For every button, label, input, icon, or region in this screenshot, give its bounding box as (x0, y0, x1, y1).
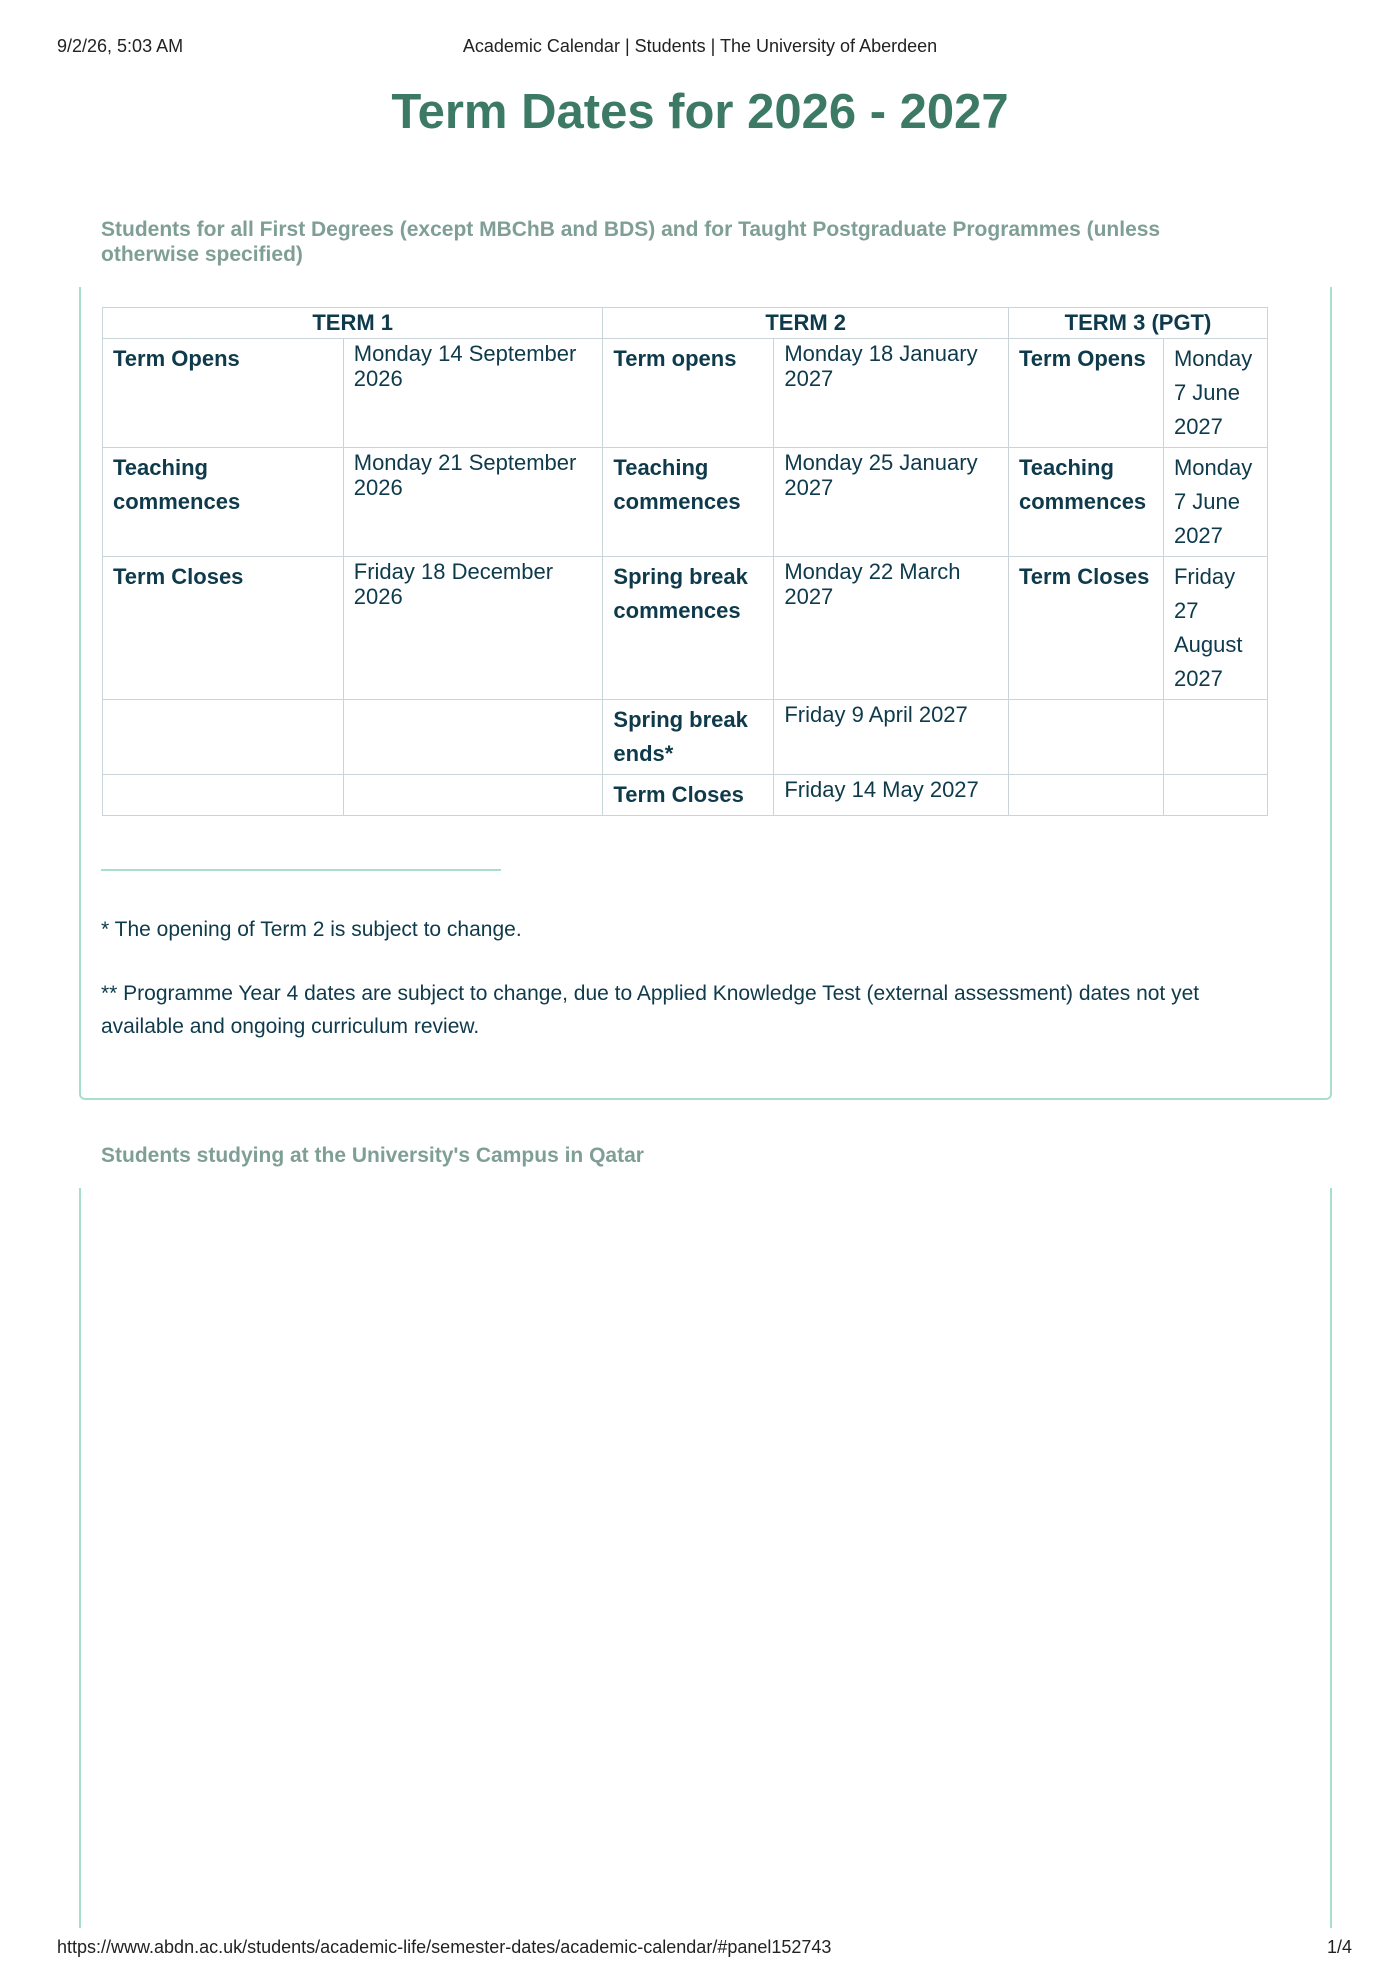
term1-date: Friday 18 December 2026 (343, 557, 603, 700)
term2-label: Term opens (603, 339, 774, 448)
term2-label: Teaching commences (603, 448, 774, 557)
table-row (103, 700, 1268, 775)
term1-date (343, 700, 603, 775)
term2-date: Monday 18 January 2027 (774, 339, 1009, 448)
term2-date: Monday 25 January 2027 (774, 448, 1009, 557)
header-term-3: TERM 3 (PGT) (1008, 308, 1267, 339)
term3-label (1008, 775, 1163, 816)
footnote-year4: ** Programme Year 4 dates are subject to change, due to Applied Knowledge Test (external assessment) dates not yet available and ongoing curriculum review. (101, 982, 1200, 1038)
print-document-title: Academic Calendar | Students | The University of Aberdeen (462, 36, 938, 56)
page-title: Term Dates for 2026 - 2027 (391, 85, 1009, 139)
term2-date: Friday 14 May 2027 (774, 775, 1009, 816)
term2-date: Monday 22 March 2027 (774, 557, 1009, 700)
table-row (103, 775, 1268, 816)
print-datetime: 9/2/26, 5:03 AM (57, 36, 184, 56)
term2-label: Term Closes (603, 775, 774, 816)
term1-label (103, 775, 344, 816)
qatar-panel-left-border (79, 1188, 81, 1928)
term2-label: Spring break ends* (603, 700, 774, 775)
term3-label: Teaching commences (1008, 448, 1163, 557)
page-number: 1/4 (1326, 1937, 1352, 1957)
term3-label: Term Opens (1008, 339, 1163, 448)
footnote-term2: * The opening of Term 2 is subject to change. (101, 918, 522, 941)
term1-date: Monday 21 September 2026 (343, 448, 603, 557)
table-header-row (103, 308, 1268, 339)
term1-label: Term Closes (103, 557, 344, 700)
term3-date (1163, 700, 1267, 775)
term2-date: Friday 9 April 2027 (774, 700, 1009, 775)
term-dates-table (102, 307, 1268, 816)
term2-label: Spring break commences (603, 557, 774, 700)
term1-label: Teaching commences (103, 448, 344, 557)
term3-label: Term Closes (1008, 557, 1163, 700)
term1-date: Monday 14 September 2026 (343, 339, 603, 448)
footnote-divider (101, 869, 501, 871)
header-term-2: TERM 2 (603, 308, 1009, 339)
print-url: https://www.abdn.ac.uk/students/academic-life/semester-dates/academic-calendar/#panel152743 (57, 1937, 832, 1957)
term3-date: Monday 7 June 2027 (1163, 448, 1267, 557)
section-heading-qatar[interactable]: Students studying at the University's Campus in Qatar (101, 1144, 644, 1167)
term1-date (343, 775, 603, 816)
term1-label (103, 700, 344, 775)
term3-date (1163, 775, 1267, 816)
term3-date: Friday 27 August 2027 (1163, 557, 1267, 700)
term1-label: Term Opens (103, 339, 344, 448)
table-row (103, 557, 1268, 700)
term3-date: Monday 7 June 2027 (1163, 339, 1267, 448)
table-row (103, 448, 1268, 557)
table-row (103, 339, 1268, 448)
term3-label (1008, 700, 1163, 775)
qatar-panel-right-border (1330, 1188, 1332, 1928)
section-heading-first-degrees[interactable]: Students for all First Degrees (except MBChB and BDS) and for Taught Postgraduate Programmes (unless otherwise specified) (101, 218, 1161, 266)
header-term-1: TERM 1 (103, 308, 603, 339)
